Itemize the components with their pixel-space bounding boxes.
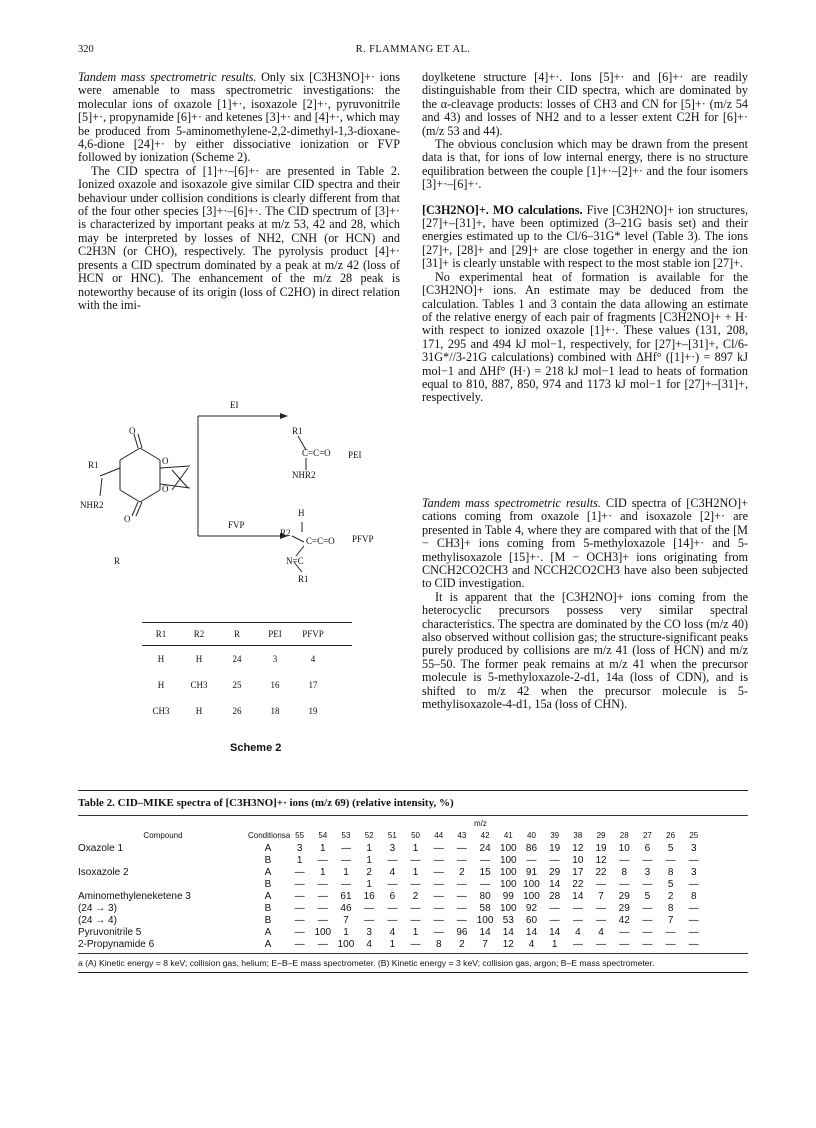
intensity-cell: 60 xyxy=(525,915,538,926)
compound-cell: (24 → 3) xyxy=(78,903,117,914)
r1-label: R1 xyxy=(298,574,309,584)
intensity-cell: — xyxy=(665,939,676,950)
cell: H xyxy=(195,706,203,716)
intensity-cell: 100 xyxy=(499,903,517,914)
pfvp-label: PFVP xyxy=(352,534,374,544)
scheme-2 xyxy=(80,400,410,758)
intensity-cell: 1 xyxy=(412,867,419,878)
cell: CH3 xyxy=(190,680,208,690)
table-row xyxy=(78,879,748,891)
mz-header-cell: 27 xyxy=(642,831,652,840)
intensity-cell: 53 xyxy=(502,915,514,926)
cell: 24 xyxy=(232,654,242,664)
cell: H xyxy=(157,654,165,664)
header-cell: R xyxy=(233,629,240,639)
intensity-cell: 100 xyxy=(314,927,332,938)
table-row xyxy=(78,891,748,903)
oxygen-label: O xyxy=(162,484,169,494)
intensity-cell: 8 xyxy=(435,939,442,950)
intensity-cell: 2 xyxy=(366,867,372,878)
intensity-cell: 100 xyxy=(499,843,517,854)
table-row xyxy=(78,915,748,927)
compound-header: Compound xyxy=(143,831,183,840)
intensity-cell: 96 xyxy=(456,927,468,938)
intensity-cell: — xyxy=(572,939,583,950)
intensity-cell: — xyxy=(433,927,444,938)
mz-label: m/z xyxy=(474,819,487,828)
compound-cell: Pyruvonitrile 5 xyxy=(78,927,142,938)
intensity-cell: — xyxy=(456,903,467,914)
intensity-cell: — xyxy=(340,879,351,890)
intensity-cell: 14 xyxy=(549,879,561,890)
intensity-cell: — xyxy=(410,939,421,950)
compound-cell: Oxazole 1 xyxy=(78,843,124,854)
intensity-cell: — xyxy=(410,855,421,866)
intensity-cell: — xyxy=(456,879,467,890)
table-row xyxy=(78,939,748,951)
arrowhead-ei xyxy=(280,413,288,419)
intensity-cell: 3 xyxy=(691,843,697,854)
intensity-cell: — xyxy=(619,855,630,866)
intensity-cell: 8 xyxy=(621,867,627,878)
fvp-label: FVP xyxy=(228,520,245,530)
intensity-cell: 100 xyxy=(499,855,517,866)
intensity-cell: 24 xyxy=(479,843,491,854)
compound-cell xyxy=(78,879,248,891)
intensity-cell: 80 xyxy=(479,891,491,902)
table-row xyxy=(142,698,352,724)
intensity-cell: 7 xyxy=(482,939,488,950)
intensity-cell: 100 xyxy=(499,879,517,890)
intensity-cell: — xyxy=(549,855,560,866)
intensity-cell: — xyxy=(456,915,467,926)
intensity-cell: 86 xyxy=(525,843,538,854)
intensity-cell: 29 xyxy=(618,891,630,902)
header-cell: PFVP xyxy=(302,629,324,639)
condition-cell: A xyxy=(264,927,272,938)
intensity-cell: 5 xyxy=(667,843,674,854)
intensity-cell: — xyxy=(596,939,607,950)
intensity-cell: 46 xyxy=(340,903,352,914)
intensity-cell: — xyxy=(294,867,305,878)
intensity-cell: — xyxy=(387,855,398,866)
intensity-cell: 100 xyxy=(499,867,517,878)
intensity-cell: 22 xyxy=(595,867,607,878)
intensity-cell: 29 xyxy=(549,867,561,878)
paragraph xyxy=(422,204,748,271)
cell: 26 xyxy=(232,706,242,716)
intensity-cell: 3 xyxy=(644,867,651,878)
running-head: R. FLAMMANG ET AL. xyxy=(355,44,471,55)
section-lead: Tandem mass spectrometric results. xyxy=(78,70,257,84)
conditions-header: Conditionsa xyxy=(248,831,291,840)
intensity-cell: 1 xyxy=(343,867,349,878)
intensity-cell: 6 xyxy=(389,891,396,902)
mz-header-cell: 38 xyxy=(573,831,583,840)
intensity-cell: — xyxy=(433,891,444,902)
table-2 xyxy=(78,790,748,973)
intensity-cell: 8 xyxy=(667,903,674,914)
header-cell: R2 xyxy=(193,629,205,639)
intensity-cell: — xyxy=(433,879,444,890)
intensity-cell: 5 xyxy=(667,879,674,890)
scheme-table xyxy=(142,622,352,724)
table-footnote: a (A) Kinetic energy = 8 keV; collision gas, helium; E–B–E mass spectrometer. (B) Kinetic energy = 3 keV; collision gas, argon; B–E mass spectrometer. xyxy=(78,958,655,968)
intensity-cell: 8 xyxy=(691,891,697,902)
intensity-cell: 7 xyxy=(343,915,349,926)
oxygen-label: O xyxy=(129,426,136,436)
intensity-cell: 1 xyxy=(412,927,419,938)
intensity-cell: — xyxy=(688,903,699,914)
intensity-cell: — xyxy=(294,939,305,950)
intensity-cell: — xyxy=(642,927,653,938)
intensity-cell: 8 xyxy=(667,867,674,878)
intensity-cell: — xyxy=(456,891,467,902)
mz-header-cell: 50 xyxy=(411,831,420,840)
cell: 19 xyxy=(308,706,318,716)
mz-header-cell: 39 xyxy=(550,831,560,840)
intensity-cell: — xyxy=(340,843,351,854)
intensity-cell: 7 xyxy=(598,891,604,902)
intensity-cell: — xyxy=(688,927,699,938)
intensity-cell: 1 xyxy=(366,843,372,854)
mz-header-cell: 29 xyxy=(596,831,606,840)
mz-header-cell: 26 xyxy=(666,831,676,840)
intensity-cell: 1 xyxy=(296,855,303,866)
intensity-cell: — xyxy=(642,879,653,890)
compound-cell: Aminomethyleneketene 3 xyxy=(78,891,191,902)
mz-header-cell: 51 xyxy=(387,831,397,840)
intensity-cell: — xyxy=(596,879,607,890)
intensity-cell: — xyxy=(340,855,351,866)
intensity-cell: — xyxy=(526,855,537,866)
intensity-cell: — xyxy=(294,903,305,914)
intensity-cell: 7 xyxy=(667,915,674,926)
mz-header-cell: 55 xyxy=(295,831,305,840)
nitrile-label: N=C xyxy=(286,556,304,566)
intensity-cell: — xyxy=(294,915,305,926)
intensity-cell: 3 xyxy=(296,843,303,854)
condition-cell: B xyxy=(264,879,272,890)
intensity-cell: 16 xyxy=(363,891,375,902)
intensity-cell: — xyxy=(410,915,421,926)
intensity-cell: 61 xyxy=(340,891,352,902)
condition-cell: A xyxy=(264,939,272,950)
intensity-cell: 100 xyxy=(523,891,540,902)
intensity-cell: — xyxy=(433,843,444,854)
intensity-cell: 1 xyxy=(320,843,326,854)
paragraph-text: Only six [C3H3NO]+· ions were amenable to mass spectrometric investigations: the molecular ions of oxazole [1]+·, isoxazole [2]+·, pyruvonitrile [5]+·, propynamide [6]+· and ketenes [3]+· and [4]+·, which may be produced from 5-aminomethylene-2,2-dimethyl-1,3-dioxane-4,6-dione [24]+· by either dissociative ionization or FVP followed by ionization (Scheme 2). xyxy=(78,70,400,165)
intensity-cell: — xyxy=(317,903,328,914)
intensity-cell: 2 xyxy=(459,867,465,878)
intensity-cell: — xyxy=(433,855,444,866)
ketene-label: C=C=O xyxy=(302,448,331,458)
cell: 17 xyxy=(308,680,318,690)
intensity-cell: — xyxy=(480,855,491,866)
intensity-cell: — xyxy=(364,915,375,926)
oxygen-label: O xyxy=(124,514,131,524)
r1-label: R1 xyxy=(292,426,303,436)
intensity-cell: 3 xyxy=(389,843,396,854)
intensity-cell: 4 xyxy=(366,939,372,950)
reaction-scheme-drawing xyxy=(80,408,410,608)
nhr2-label: NHR2 xyxy=(292,470,316,480)
intensity-cell: — xyxy=(317,915,328,926)
ketene-label: C=C=O xyxy=(306,536,335,546)
intensity-cell: — xyxy=(688,939,699,950)
intensity-cell: — xyxy=(688,915,699,926)
intensity-cell: 12 xyxy=(595,855,607,866)
paragraph: No experimental heat of formation is available for the [C3H2NO]+ ions. An estimate may be deduced from the calculation. Tables 1 and 3 contain the data allowing an estimate of the relative energy of each pair of fragments [C3H2NO]+ + H· with respect to ionized oxazole [1]+·. These values (131, 208, 171, 295 and 494 kJ mol−1, respectively, for [27]+–[31]+, Cl/6-31G*//3-21G calculations) combined with ΔHf° ([1]+·) = 897 kJ mol−1 and ΔHf° (H·) = 218 kJ mol−1 lead to heats of formation equal to 810, 887, 850, 974 and 1173 kJ mol−1 for [27]+–[31]+, respectively. xyxy=(422,269,748,405)
intensity-cell: 28 xyxy=(549,891,561,902)
intensity-cell: 100 xyxy=(523,879,540,890)
intensity-cell: 14 xyxy=(549,927,561,938)
paragraph-text: Five [C3H2NO]+ ion structures, [27]+–[31]+, have been optimized (3–21G basis set) and their energies estimated up to the Cl/6–31G* level (Table 3). The ions [27]+, [28]+ and [29]+ are close together in energy and the ion [31]+ is clearly unstable with respect to the most stable ion [27]+. xyxy=(422,202,748,271)
paragraph: The CID spectra of [1]+·–[6]+· are presented in Table 2. Ionized oxazole and isoxazole give similar CID spectra and their behaviour under collision conditions is clearly different from that of the four other species [3]+·–[6]+·. The CID spectrum of [3]+· is characterized by important peaks at m/z 53, 42 and 28, which may be interpreted by losses of NH2, CNH (or HCN) and C2H3N (or CHO), respectively. The pyrolysis product [4]+· presents a CID spectrum dominated by a peak at m/z 42 (loss of HCN or HNC). The enhancement of the m/z 28 peak is noteworthy because of its origin (loss of C2HO) in direct relation with the imi- xyxy=(78,163,400,312)
intensity-cell: — xyxy=(317,879,328,890)
mz-header-cell: 53 xyxy=(341,831,351,840)
intensity-cell: — xyxy=(387,903,398,914)
cell: 3 xyxy=(272,654,278,664)
paragraph: doylketene structure [4]+·. Ions [5]+· and [6]+· are readily distinguishable from their CID spectra, which are dominated by the α-cleavage products: losses of CH3 and CN for [5]+· (m/z 54 and 43) and losses of NH2 and to a lesser extent C2H for [6]+· (m/z 53 and 44). xyxy=(422,70,748,138)
intensity-cell: 3 xyxy=(691,867,697,878)
intensity-cell: 1 xyxy=(389,939,396,950)
table-row xyxy=(78,855,748,867)
intensity-cell: — xyxy=(642,903,653,914)
cell: CH3 xyxy=(152,706,170,716)
intensity-cell: — xyxy=(642,855,653,866)
intensity-cell: — xyxy=(456,843,467,854)
intensity-cell: 4 xyxy=(528,939,535,950)
intensity-cell: — xyxy=(619,939,630,950)
intensity-cell: 17 xyxy=(572,867,584,878)
page-header xyxy=(78,44,748,58)
compound-cell: Isoxazole 2 xyxy=(78,867,129,878)
mz-header-cell: 44 xyxy=(434,831,444,840)
intensity-cell: — xyxy=(619,927,630,938)
right-column-top xyxy=(422,71,748,405)
table-caption: Table 2. CID–MIKE spectra of [C3H3NO]+· ions (m/z 69) (relative intensity, %) xyxy=(78,797,454,809)
intensity-cell: 29 xyxy=(618,903,630,914)
intensity-cell: — xyxy=(387,915,398,926)
intensity-cell: — xyxy=(410,879,421,890)
compound-cell: (24 → 4) xyxy=(78,915,117,926)
nhr2-label: NHR2 xyxy=(80,500,104,510)
page-number: 320 xyxy=(78,44,94,55)
pei-label: PEI xyxy=(348,450,362,460)
intensity-cell: 6 xyxy=(644,843,651,854)
intensity-cell: — xyxy=(294,879,305,890)
intensity-cell: 2 xyxy=(412,891,419,902)
intensity-cell: 19 xyxy=(595,843,607,854)
r-label: R xyxy=(114,556,121,566)
intensity-cell: — xyxy=(596,903,607,914)
intensity-cell: — xyxy=(317,891,328,902)
intensity-cell: 10 xyxy=(618,843,630,854)
paragraph xyxy=(78,71,400,165)
mz-header-cell: 28 xyxy=(619,831,629,840)
right-column-bottom xyxy=(422,497,748,712)
paragraph xyxy=(422,497,748,591)
intensity-cell: 1 xyxy=(412,843,419,854)
cell: 4 xyxy=(310,654,316,664)
intensity-cell: — xyxy=(480,879,491,890)
intensity-cell: 14 xyxy=(479,927,491,938)
intensity-cell: — xyxy=(572,903,583,914)
paragraph-text: CID spectra of [C3H2NO]+ cations coming from oxazole [1]+· and isoxazole [2]+· are presented in Table 4, where they are compared with that of the [M − CH3]+ ions coming from 5-methyloxazole [14]+· and 5-methylisoxazole [15]+·. [M − OCH3]+ ions originating from CNCH2CO2CH3 and NCCH2CO2CH3 have also been subjected to CID investigation. xyxy=(422,496,748,591)
intensity-cell: — xyxy=(387,879,398,890)
table-row xyxy=(78,867,748,879)
mz-header-cell: 54 xyxy=(318,831,328,840)
intensity-cell: — xyxy=(433,915,444,926)
intensity-cell: 1 xyxy=(551,939,558,950)
scheme-table-header xyxy=(142,623,352,645)
table-row xyxy=(78,903,748,915)
intensity-cell: — xyxy=(364,903,375,914)
intensity-cell: 2 xyxy=(667,891,674,902)
mz-header-cell: 40 xyxy=(527,831,536,840)
mz-header-cell: 52 xyxy=(364,831,374,840)
intensity-cell: — xyxy=(642,939,653,950)
intensity-cell: 1 xyxy=(343,927,349,938)
intensity-cell: 14 xyxy=(502,927,514,938)
intensity-cell: — xyxy=(665,927,676,938)
intensity-cell: — xyxy=(294,927,305,938)
section-lead: [C3H2NO]+. MO calculations. xyxy=(422,202,583,217)
table-body xyxy=(78,843,748,951)
intensity-cell: 2 xyxy=(459,939,465,950)
table-header-row xyxy=(78,829,748,843)
intensity-cell: 3 xyxy=(366,927,372,938)
intensity-cell: 42 xyxy=(618,915,630,926)
intensity-cell: 99 xyxy=(502,891,514,902)
condition-cell: A xyxy=(264,843,272,854)
mz-header-cell: 42 xyxy=(480,831,490,840)
r2-label: R2 xyxy=(280,528,291,538)
intensity-cell: 1 xyxy=(366,855,372,866)
intensity-cell: 91 xyxy=(525,867,538,878)
oxygen-label: O xyxy=(162,456,169,466)
intensity-cell: 15 xyxy=(479,867,491,878)
table-row xyxy=(78,843,748,855)
intensity-cell: — xyxy=(549,915,560,926)
intensity-cell: — xyxy=(665,855,676,866)
left-column xyxy=(78,71,400,312)
intensity-cell: 10 xyxy=(572,855,584,866)
intensity-cell: 14 xyxy=(572,891,584,902)
table-row xyxy=(142,672,352,698)
intensity-cell: 1 xyxy=(320,867,326,878)
intensity-cell: — xyxy=(410,903,421,914)
intensity-cell: — xyxy=(596,915,607,926)
intensity-cell: 19 xyxy=(549,843,561,854)
compound-cell: 2-Propynamide 6 xyxy=(78,939,155,950)
table-grid xyxy=(78,818,748,951)
intensity-cell: 4 xyxy=(389,867,396,878)
mz-header-cell: 43 xyxy=(457,831,467,840)
scheme-caption: Scheme 2 xyxy=(230,742,282,754)
cell: 16 xyxy=(270,680,280,690)
intensity-cell: 92 xyxy=(525,903,538,914)
table-row xyxy=(78,927,748,939)
intensity-cell: — xyxy=(642,915,653,926)
cell: H xyxy=(157,680,165,690)
intensity-cell: 14 xyxy=(525,927,538,938)
paragraph: The obvious conclusion which may be drawn from the present data is that, for ions of low internal energy, there is no structure equilibration between the couple [1]+·–[2]+· and the four isomers [3]+·–[6]+·. xyxy=(422,137,748,192)
condition-cell: B xyxy=(264,903,272,914)
mz-header-cell: 41 xyxy=(503,831,513,840)
cell: 25 xyxy=(232,680,242,690)
intensity-cell: 100 xyxy=(337,939,355,950)
cell: 18 xyxy=(270,706,280,716)
intensity-cell: 100 xyxy=(476,915,494,926)
r1-label: R1 xyxy=(88,460,99,470)
intensity-cell: 22 xyxy=(572,879,584,890)
header-cell: PEI xyxy=(268,629,282,639)
intensity-cell: — xyxy=(317,939,328,950)
intensity-cell: 4 xyxy=(598,927,604,938)
condition-cell: B xyxy=(264,915,272,926)
intensity-cell: — xyxy=(433,903,444,914)
condition-cell: A xyxy=(264,867,272,878)
mz-header-cell: 25 xyxy=(689,831,699,840)
ei-label: EI xyxy=(230,400,239,410)
intensity-cell: 4 xyxy=(389,927,396,938)
intensity-cell: — xyxy=(549,903,560,914)
intensity-cell: — xyxy=(688,855,699,866)
header-cell: R1 xyxy=(155,629,167,639)
cell: H xyxy=(195,654,203,664)
table-row xyxy=(142,646,352,672)
intensity-cell: 58 xyxy=(479,903,491,914)
paragraph: It is apparent that the [C3H2NO]+ ions coming from the heterocyclic precursors possess very similar spectral characteristics. The spectra are dominated by the CO loss (m/z 40) also observed without collision gas; the structure-significant peaks purely produced by collisions are m/z 41 (loss of HCN) and m/z 55–50. The former peak remains at m/z 41 when the precursor molecule is 5-methyloxazole-2-d1, 14a (loss of CDN), and is shifted to m/z 42 when the precursor molecule is 5-methylisoxazole-4-d1, 15a (loss of CHN). xyxy=(422,589,748,712)
intensity-cell: — xyxy=(317,855,328,866)
intensity-cell: — xyxy=(294,891,305,902)
intensity-cell: 12 xyxy=(572,843,584,854)
condition-cell: B xyxy=(264,855,272,866)
intensity-cell: 1 xyxy=(366,879,372,890)
intensity-cell: 5 xyxy=(644,891,651,902)
intensity-cell: — xyxy=(456,855,467,866)
intensity-cell: 4 xyxy=(575,927,581,938)
intensity-cell: — xyxy=(688,879,699,890)
intensity-cell: 12 xyxy=(502,939,514,950)
intensity-cell: — xyxy=(619,879,630,890)
h-label: H xyxy=(298,508,305,518)
intensity-cell: — xyxy=(433,867,444,878)
section-lead: Tandem mass spectrometric results. xyxy=(422,496,601,510)
condition-cell: A xyxy=(264,891,272,902)
compound-cell xyxy=(78,855,248,867)
intensity-cell: — xyxy=(572,915,583,926)
